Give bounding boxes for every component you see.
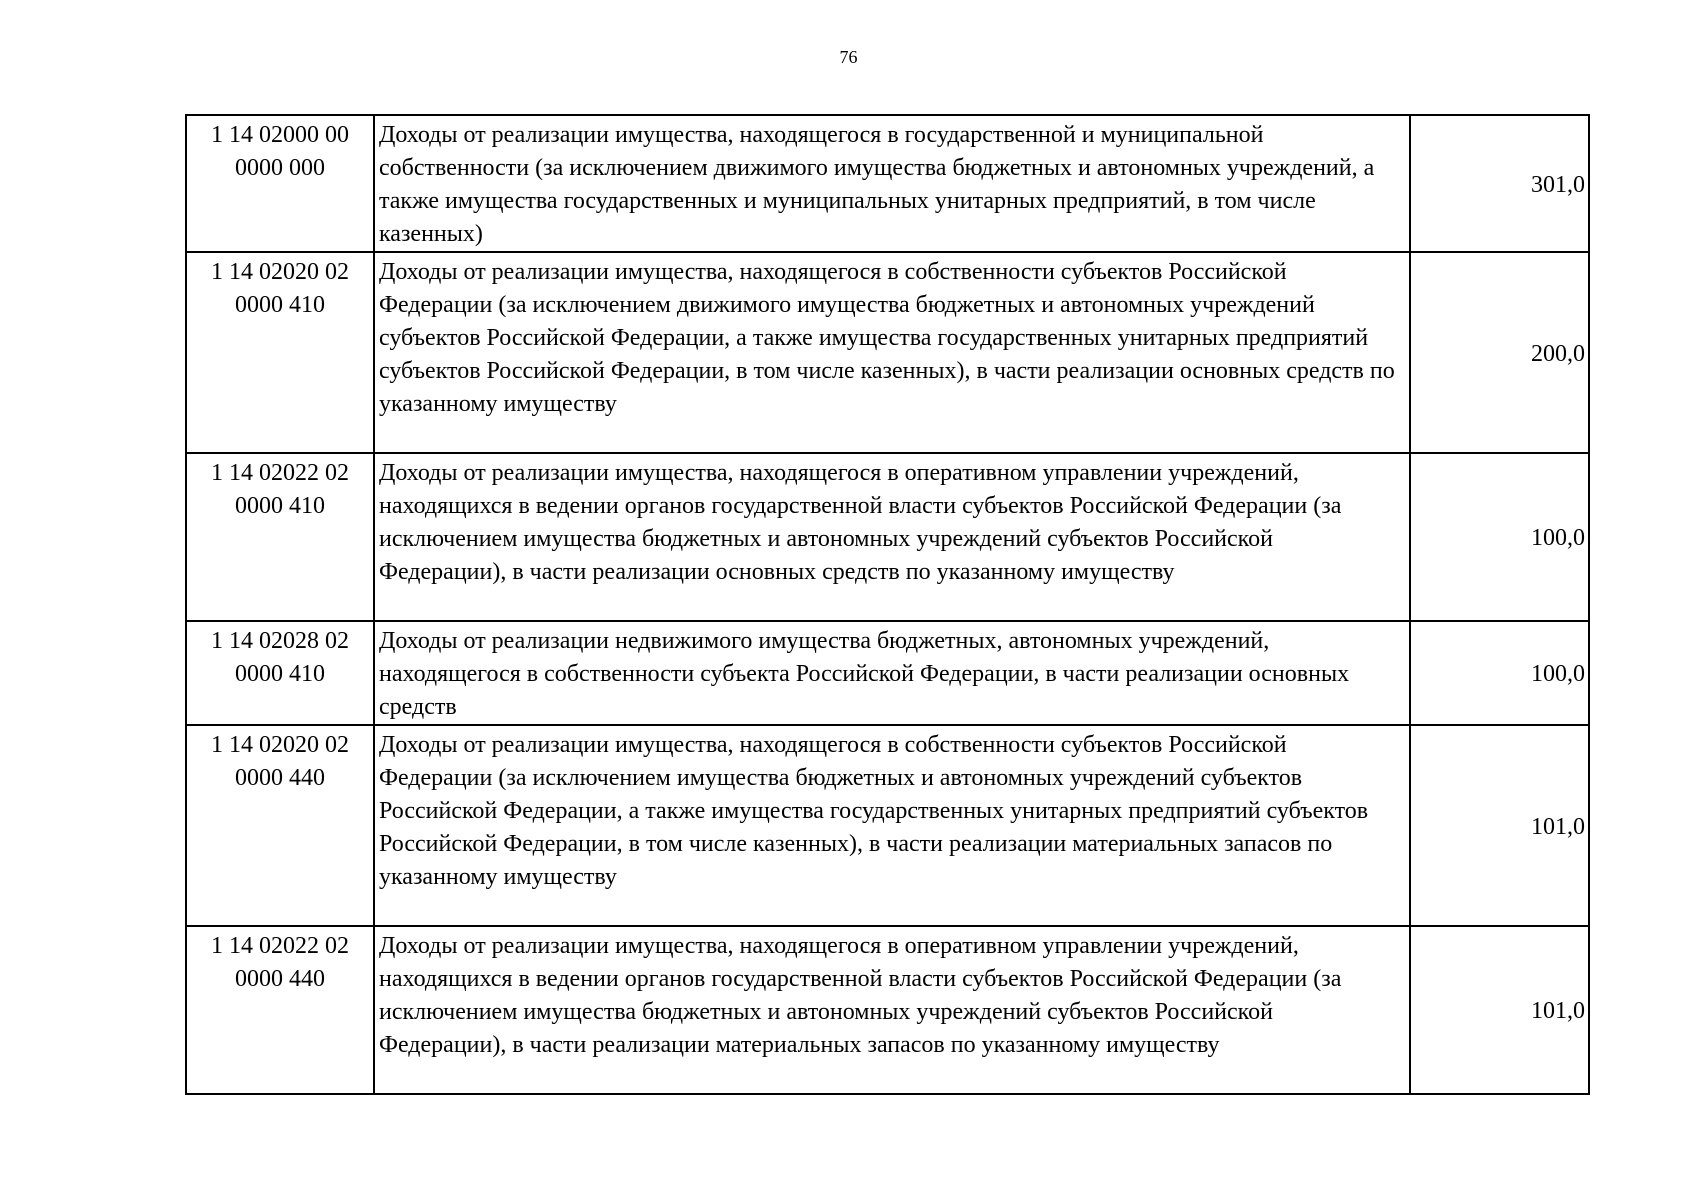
revenue-description: Доходы от реализации имущества, находящегося в оперативном управлении учреждений, находящихся в ведении органов государственной власти субъектов Российской Федерации (за исключением имущества бюджетных и автономных учреждений субъектов Российской Федерации), в части реализации основных средств по указанному имуществу xyxy=(374,453,1410,621)
revenue-description: Доходы от реализации имущества, находящегося в государственной и муниципальной собственности (за исключением движимого имущества бюджетных и автономных учреждений, а также имущества государственных и муниципальных унитарных предприятий, в том числе казенных) xyxy=(374,115,1410,252)
table-row xyxy=(186,115,1589,252)
revenue-description: Доходы от реализации имущества, находящегося в собственности субъектов Российской Федерации (за исключением имущества бюджетных и автономных учреждений субъектов Российской Федерации, а также имущества государственных унитарных предприятий субъектов Российской Федерации, в том числе казенных), в части реализации материальных запасов по указанному имуществу xyxy=(374,725,1410,926)
table-row xyxy=(186,926,1589,1094)
table-row xyxy=(186,621,1589,725)
amount-value: 101,0 xyxy=(1410,926,1589,1094)
revenue-description: Доходы от реализации недвижимого имущества бюджетных, автономных учреждений, находящегося в собственности субъекта Российской Федерации, в части реализации основных средств xyxy=(374,621,1410,725)
revenue-description: Доходы от реализации имущества, находящегося в собственности субъектов Российской Федерации (за исключением движимого имущества бюджетных и автономных учреждений субъектов Российской Федерации, а также имущества государственных унитарных предприятий субъектов Российской Федерации, в том числе казенных), в части реализации основных средств по указанному имуществу xyxy=(374,252,1410,453)
budget-code: 1 14 02020 02 0000 440 xyxy=(186,725,374,926)
budget-code: 1 14 02022 02 0000 440 xyxy=(186,926,374,1094)
amount-value: 101,0 xyxy=(1410,725,1589,926)
budget-code: 1 14 02022 02 0000 410 xyxy=(186,453,374,621)
amount-value: 100,0 xyxy=(1410,453,1589,621)
budget-code: 1 14 02028 02 0000 410 xyxy=(186,621,374,725)
amount-value: 200,0 xyxy=(1410,252,1589,453)
revenue-description: Доходы от реализации имущества, находящегося в оперативном управлении учреждений, находящихся в ведении органов государственной власти субъектов Российской Федерации (за исключением имущества бюджетных и автономных учреждений субъектов Российской Федерации), в части реализации материальных запасов по указанному имуществу xyxy=(374,926,1410,1094)
budget-code: 1 14 02020 02 0000 410 xyxy=(186,252,374,453)
table-row xyxy=(186,725,1589,926)
table-row xyxy=(186,453,1589,621)
amount-value: 301,0 xyxy=(1410,115,1589,252)
amount-value: 100,0 xyxy=(1410,621,1589,725)
page-number: 76 xyxy=(839,47,858,67)
revenue-table xyxy=(185,114,1590,1095)
table-row xyxy=(186,252,1589,453)
budget-code: 1 14 02000 00 0000 000 xyxy=(186,115,374,252)
